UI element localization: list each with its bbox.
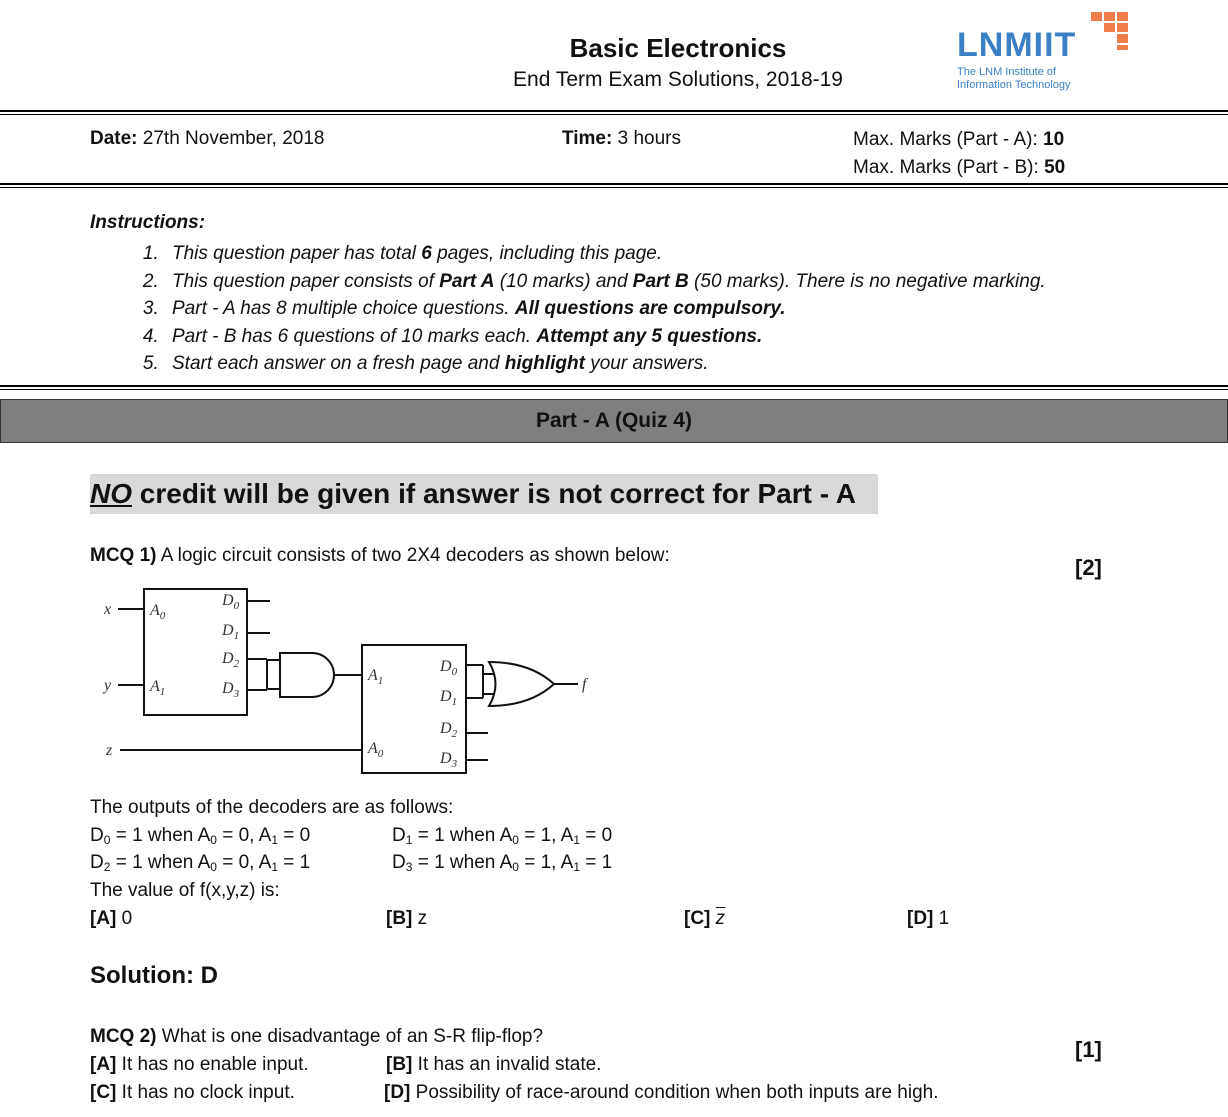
logo-name: LNMIIT (957, 26, 1077, 64)
part-a-banner: Part - A (Quiz 4) (0, 399, 1228, 443)
input-x-label: x (104, 601, 112, 618)
value-prompt: The value of f(x,y,z) is: (90, 880, 280, 901)
mcq2-question: MCQ 2) What is one disadvantage of an S-R flip-flop? (90, 1026, 544, 1047)
dec1-a0: $A_0$ (150, 602, 166, 622)
mcq1-marks: [2] (1075, 555, 1102, 580)
dec1-d3: $D_3$ (222, 680, 240, 700)
mcq1-option-d: [D] 1 (907, 908, 950, 929)
document-subtitle: End Term Exam Solutions, 2018-19 (513, 68, 843, 91)
logo-tagline-line2: Information Technology (957, 79, 1071, 91)
dec1-a1: $A_1$ (150, 678, 166, 698)
mcq2-option-d: [D] Possibility of race-around condition when both inputs are high. (384, 1082, 939, 1103)
dec2-a0: $A_0$ (368, 740, 384, 760)
instruction-1: 1. This question paper has total 6 pages, including this page. (164, 240, 1046, 268)
mcq1-option-b: [B] z (386, 908, 428, 929)
instructions-heading: Instructions: (90, 212, 206, 233)
mcq1-question: MCQ 1) A logic circuit consists of two 2X4 decoders as shown below: (90, 545, 670, 566)
instruction-3: 3. Part - A has 8 multiple choice questions. All questions are compulsory. (164, 295, 1046, 323)
logo-blocks-icon (1091, 10, 1133, 50)
or-gate (489, 662, 554, 706)
logo-tagline (957, 66, 1071, 92)
max-marks (853, 126, 1065, 182)
output-d3-condition: $D_3 = 1$ when $A_0 = 1$, $A_1 = 1$ (392, 852, 613, 874)
dec2-d2: $D_2$ (440, 720, 458, 740)
instruction-5: 5. Start each answer on a fresh page and highlight your answers. (164, 350, 1046, 378)
mcq2-option-b: [B] It has an invalid state. (386, 1054, 602, 1075)
dec2-d1: $D_1$ (440, 688, 458, 708)
header-divider (0, 110, 1228, 115)
exam-time: Time: 3 hours (562, 128, 681, 149)
max-marks-part-a: Max. Marks (Part - A): 10 (853, 129, 1065, 150)
mcq2-marks: [1] (1075, 1037, 1102, 1062)
output-f-label: f (582, 676, 587, 693)
input-z-label: z (106, 742, 113, 759)
dec2-d3: $D_3$ (440, 750, 458, 770)
decoder-outputs-intro: The outputs of the decoders are as follows: (90, 797, 454, 818)
instructions-divider (0, 385, 1228, 390)
output-d2-condition: $D_2 = 1$ when $A_0 = 0$, $A_1 = 1$ (90, 852, 311, 874)
output-d1-condition: $D_1 = 1$ when $A_0 = 1$, $A_1 = 0$ (392, 825, 613, 847)
document-title: Basic Electronics (569, 33, 787, 63)
mcq1-option-c: [C] $\overline{z}$ (684, 908, 726, 929)
instructions (90, 212, 1046, 378)
output-d0-condition: $D_0 = 1$ when $A_0 = 0$, $A_1 = 0$ (90, 825, 311, 847)
exam-date: Date: 27th November, 2018 (90, 128, 325, 149)
institute-logo (957, 10, 1133, 94)
dec1-d0: $D_0$ (222, 592, 240, 612)
input-y-label: y (104, 677, 112, 694)
info-divider (0, 183, 1228, 188)
decoder-circuit-diagram (100, 585, 620, 780)
instruction-2: 2. This question paper consists of Part A (10 marks) and Part B (50 marks). There is no negative marking. (164, 268, 1046, 296)
dec1-d1: $D_1$ (222, 622, 240, 642)
dec2-a1: $A_1$ (368, 667, 384, 687)
max-marks-part-b: Max. Marks (Part - B): 50 (853, 157, 1066, 178)
logo-tagline-line1: The LNM Institute of (957, 66, 1057, 78)
instruction-4: 4. Part - B has 6 questions of 10 marks each. Attempt any 5 questions. (164, 323, 1046, 351)
part-a-warning: NO credit will be given if answer is not correct for Part - A (90, 474, 878, 514)
mcq1-option-a: [A] 0 (90, 908, 133, 929)
mcq1-solution: Solution: D (90, 962, 218, 989)
dec1-d2: $D_2$ (222, 650, 240, 670)
and-gate (280, 653, 334, 697)
mcq2-option-a: [A] It has no enable input. (90, 1054, 309, 1075)
mcq2-option-c: [C] It has no clock input. (90, 1082, 295, 1103)
dec2-d0: $D_0$ (440, 658, 458, 678)
